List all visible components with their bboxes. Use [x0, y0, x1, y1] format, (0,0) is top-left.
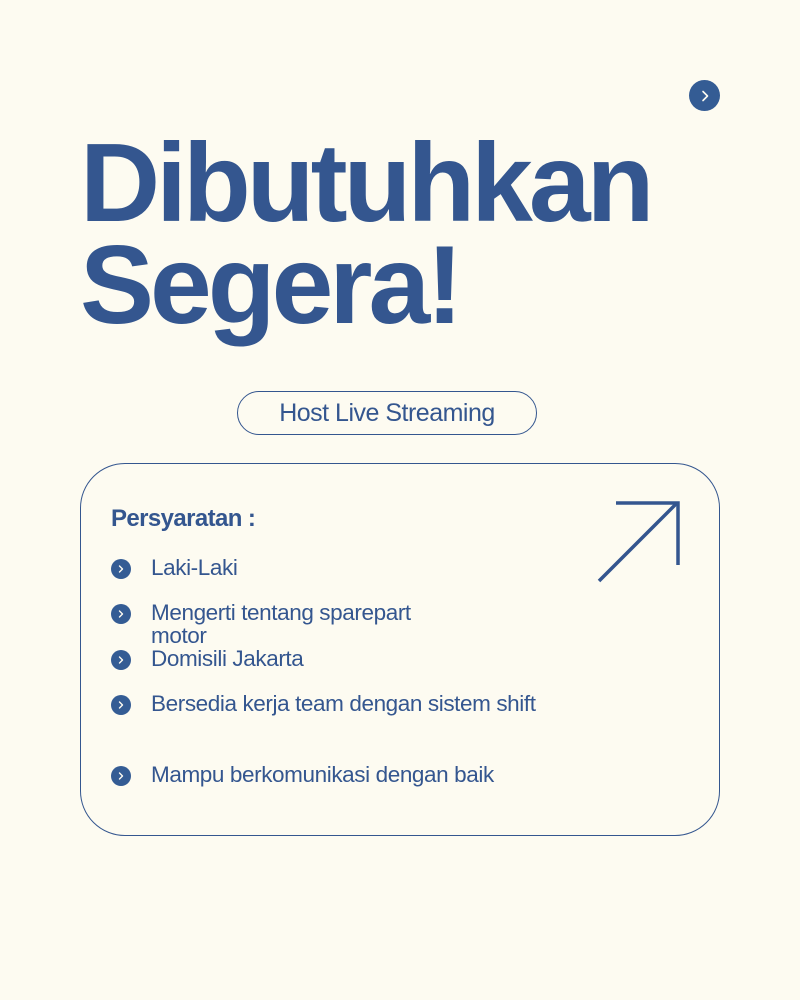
- requirement-text: Laki-Laki: [151, 555, 238, 580]
- requirement-text: Mengerti tentang sparepart motor: [151, 600, 411, 648]
- requirement-text: Mampu berkomunikasi dengan baik: [151, 762, 494, 787]
- chevron-right-icon: [698, 89, 712, 103]
- requirement-item: [111, 692, 536, 715]
- next-button[interactable]: [689, 80, 720, 111]
- headline-line-2: Segera!: [80, 223, 460, 347]
- requirement-item: [111, 647, 303, 670]
- requirements-heading: Persyaratan :: [111, 505, 256, 532]
- role-pill: Host Live Streaming: [237, 391, 537, 435]
- chevron-right-icon: [111, 559, 131, 579]
- requirement-text: Domisili Jakarta: [151, 646, 304, 671]
- headline-line-1: Dibutuhkan: [80, 121, 651, 245]
- requirement-item: [111, 763, 494, 786]
- chevron-right-icon: [111, 650, 131, 670]
- chevron-right-icon: [111, 604, 131, 624]
- requirement-item: [111, 601, 451, 647]
- requirement-item: [111, 556, 237, 579]
- chevron-right-icon: [111, 695, 131, 715]
- arrow-up-right-icon: [594, 498, 684, 588]
- chevron-right-icon: [111, 766, 131, 786]
- requirement-text: Bersedia kerja team dengan sistem shift: [151, 691, 536, 716]
- headline: [80, 121, 651, 347]
